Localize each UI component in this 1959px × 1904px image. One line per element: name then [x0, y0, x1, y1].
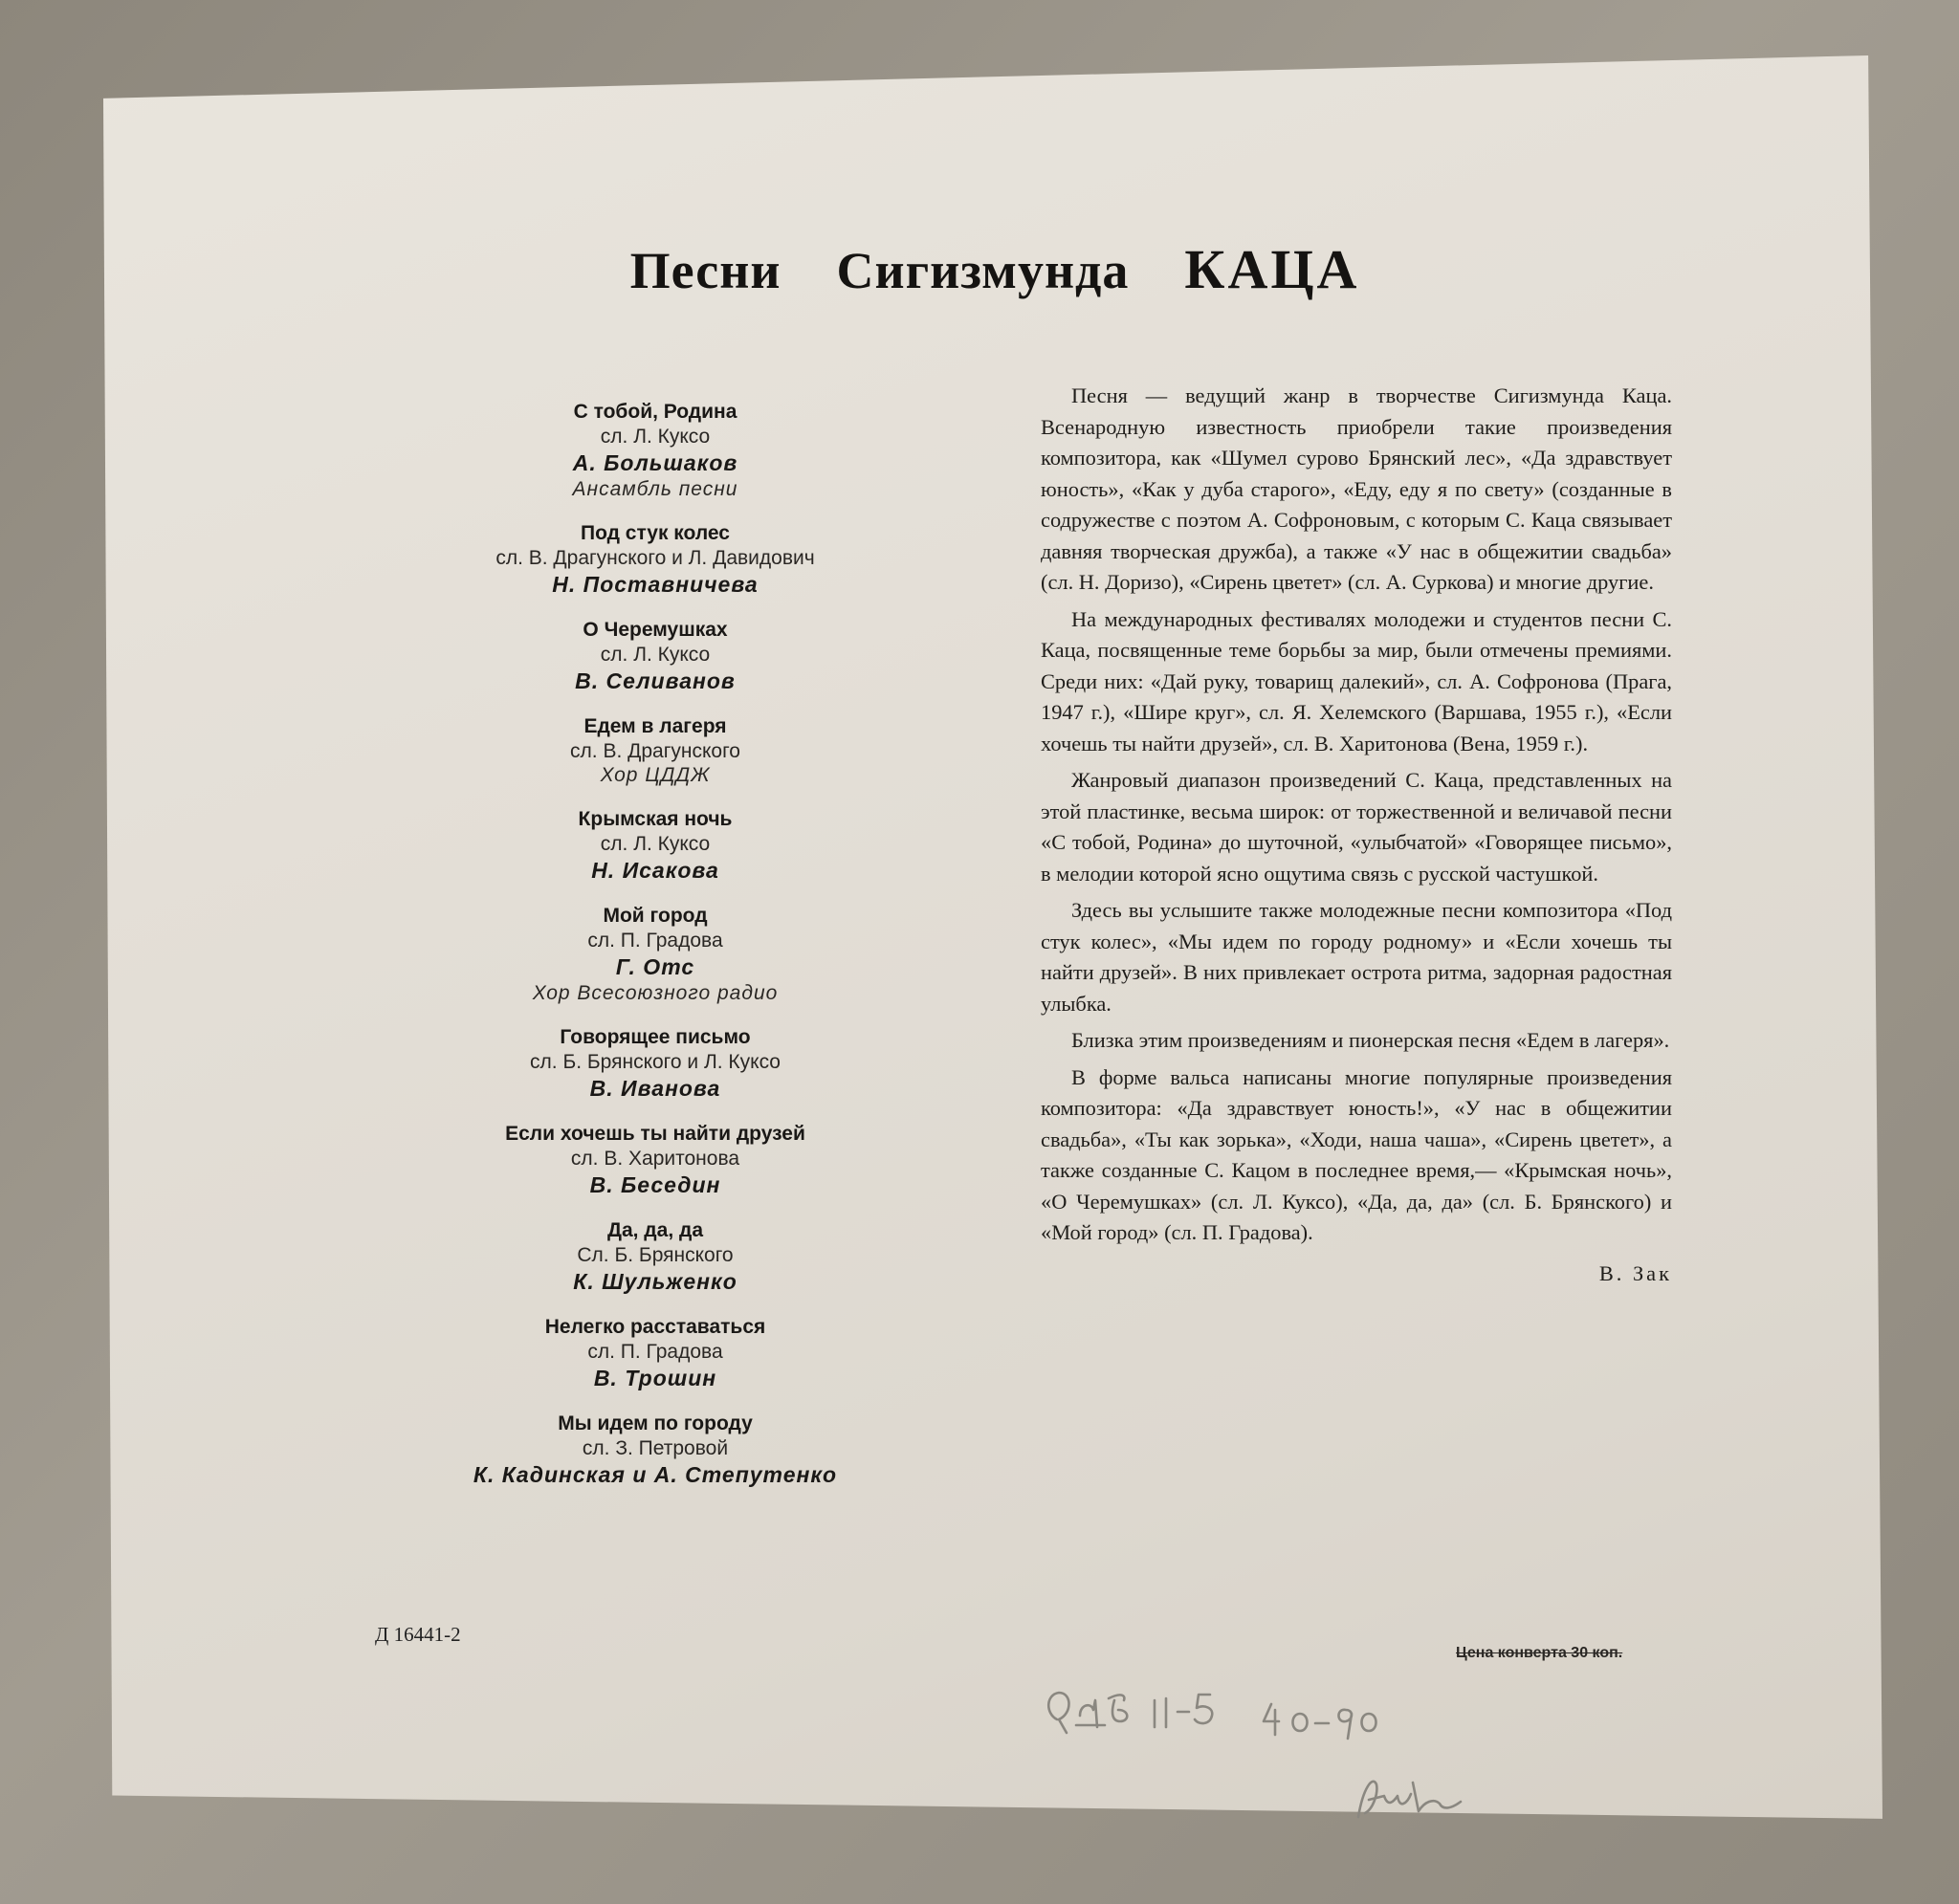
- track-name: О Черемушках: [583, 619, 728, 641]
- track-lyricist: сл. В. Драгунского: [570, 740, 740, 762]
- track-name: Нелегко расставаться: [544, 1316, 766, 1338]
- liner-paragraph: Близка этим произведениям и пионерская песня «Едем в лагеря».: [1071, 1028, 1670, 1052]
- track-item: [430, 400, 880, 502]
- track-name: Говорящее письмо: [560, 1026, 751, 1048]
- track-item: [430, 1218, 880, 1296]
- track-performer: Г. Отс: [615, 954, 695, 979]
- track-item: [430, 714, 880, 788]
- track-lyricist: сл. П. Градова: [587, 1341, 723, 1363]
- track-lyricist: Сл. Б. Брянского: [577, 1244, 734, 1266]
- title-word-3: КАЦА: [1184, 238, 1360, 300]
- track-item: [430, 521, 880, 599]
- track-name: Мы идем по городу: [558, 1412, 753, 1434]
- handwritten-notes: [1038, 1681, 1535, 1834]
- track-performer: Н. Поставничева: [552, 572, 759, 597]
- track-name: С тобой, Родина: [573, 401, 737, 423]
- track-name: Едем в лагеря: [583, 715, 727, 737]
- track-name: Если хочешь ты найти друзей: [505, 1123, 805, 1145]
- liner-paragraph: В форме вальса написаны многие популярные произведения композитора: «Да здравствует юность!», «У нас в общежитии свадьба», «Ты как зорька», «Ходи, наша чаша», «Сирень цветет», а также созданные С. Кацом в последнее время,— «Крымская ночь», «О Черемушках» (сл. Л. Куксо), «Да, да, да» (сл. Б. Брянского) и «Мой город» (сл. П. Градова).: [1041, 1064, 1672, 1244]
- track-ensemble: Хор Всесоюзного радио: [532, 982, 779, 1004]
- track-item: [430, 1412, 880, 1489]
- liner-notes: [1041, 381, 1672, 1295]
- track-performer: К. Шульженко: [573, 1269, 737, 1294]
- liner-paragraph: Жанровый диапазон произведений С. Каца, представленных на этой пластинке, весьма широк: от торжественной и величавой песни «С тобой, Родина» до шуточной, «улыбчатой» «Говорящее письмо», в мелодии которой ясно ощутима связь с русской частушкой.: [1041, 768, 1672, 886]
- track-performer: Н. Исакова: [591, 858, 719, 883]
- liner-paragraph: Песня — ведущий жанр в творчестве Сигизмунда Каца. Всенародную известность приобрели такие произведения композитора, как «Шумел сурово Брянский лес», «Да здравствует юность», «Как у дуба старого», «Еду, еду я по свету» (созданные в содружестве с поэтом А. Софроновым, с которым С. Каца связывает давняя творческая дружба), а также «У нас в общежитии свадьба» (сл. Н. Доризо), «Сирень цветет» (сл. А. Суркова) и многие другие.: [1041, 383, 1672, 594]
- track-performer: А. Большаков: [572, 450, 738, 475]
- track-performer: В. Иванова: [589, 1076, 721, 1101]
- album-title: [536, 237, 1454, 301]
- track-lyricist: сл. Л. Куксо: [600, 833, 711, 855]
- track-name: Под стук колес: [580, 522, 730, 544]
- track-ensemble: Ансамбль песни: [572, 478, 738, 500]
- track-lyricist: сл. Л. Куксо: [600, 426, 711, 448]
- track-item: [430, 1122, 880, 1199]
- track-performer: К. Кадинская и А. Степутенко: [473, 1462, 838, 1487]
- title-word-1: Песни: [629, 242, 781, 299]
- track-performer: В. Беседин: [589, 1172, 721, 1197]
- track-list: [430, 400, 880, 1508]
- track-lyricist: сл. З. Петровой: [582, 1437, 729, 1459]
- track-lyricist: сл. П. Градова: [587, 930, 723, 952]
- catalog-number: Д 16441-2: [375, 1623, 461, 1646]
- track-item: [430, 807, 880, 885]
- track-name: Мой город: [603, 905, 708, 927]
- track-item: [430, 904, 880, 1006]
- track-item: [430, 1315, 880, 1392]
- title-word-2: Сигизмунда: [836, 242, 1130, 299]
- liner-paragraph: Здесь вы услышите также молодежные песни композитора «Под стук колес», «Мы идем по городу родному» и «Если хочешь ты найти друзей». В них привлекает острота ритма, задорная радостная улыбка.: [1041, 898, 1672, 1016]
- track-lyricist: сл. Л. Куксо: [600, 644, 711, 666]
- track-ensemble: Хор ЦДДЖ: [600, 764, 711, 786]
- liner-paragraph: На международных фестивалях молодежи и студентов песни С. Каца, посвященные теме борьбы за мир, были отмечены премиями. Среди них: «Дай руку, товарищ далекий», сл. А. Софронова (Прага, 1947 г.), «Шире круг», сл. Я. Хелемского (Варшава, 1955 г.), «Если хочешь ты найти друзей», сл. В. Харитонова (Вена, 1959 г.).: [1041, 606, 1672, 755]
- track-performer: В. Селиванов: [575, 668, 736, 693]
- track-name: Крымская ночь: [578, 808, 733, 830]
- track-lyricist: сл. В. Харитонова: [570, 1148, 740, 1170]
- track-performer: В. Трошин: [593, 1366, 717, 1390]
- liner-author: В. Зак: [1598, 1260, 1672, 1285]
- track-lyricist: сл. Б. Брянского и Л. Куксо: [530, 1051, 781, 1073]
- price-label: Цена конверта 30 коп.: [1456, 1645, 1623, 1661]
- track-item: [430, 1025, 880, 1103]
- track-lyricist: сл. В. Драгунского и Л. Давидович: [495, 547, 815, 569]
- track-item: [430, 618, 880, 695]
- track-name: Да, да, да: [607, 1219, 703, 1241]
